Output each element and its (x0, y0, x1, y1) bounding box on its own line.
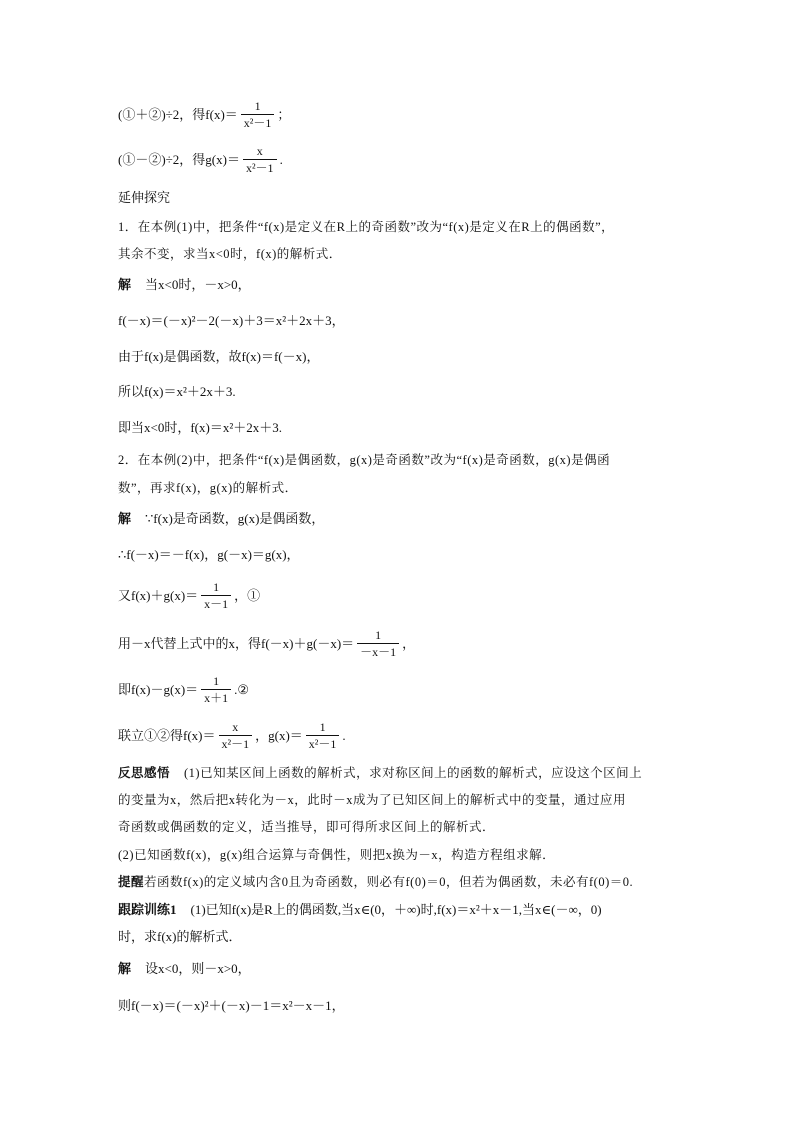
fraction-denominator: x²－1 (219, 735, 253, 752)
fraction (243, 144, 277, 176)
line-text: (①－②)÷2，得g(x)＝ (118, 152, 240, 167)
line-text: 用－x代替上式中的x，得f(－x)＋g(－x)＝ (118, 636, 355, 651)
fraction (357, 628, 399, 660)
line-10 (118, 410, 282, 446)
line-text: 时，求f(x)的解析式． (118, 929, 242, 944)
line-7 (118, 303, 345, 339)
line-1 (118, 97, 290, 133)
line-text: 1．在本例(1)中，把条件“f(x)是定义在R上的奇函数”改为“f(x)是定义在R上的偶函数”， (118, 220, 615, 234)
fraction (201, 674, 231, 706)
solution-label: 解 (118, 511, 132, 526)
line-text: 又f(x)＋g(x)＝ (118, 588, 199, 603)
line-text: 奇函数或偶函数的定义，适当推导，即可得所求区间上的解析式． (118, 820, 496, 834)
line-14 (118, 537, 300, 573)
line-text-after: .② (234, 682, 250, 697)
line-text: 其余不变，求当x<0时，f(x)的解析式． (118, 247, 342, 261)
line-15 (118, 578, 260, 614)
fraction (219, 720, 253, 752)
line-17 (118, 672, 249, 708)
fraction-denominator: －x－1 (357, 643, 399, 660)
line-text: (1)已知f(x)是R上的偶函数,当x∈(0，＋∞)时,f(x)＝x²＋x－1,当x∈(－∞，0) (190, 902, 602, 917)
fraction-denominator: x²－1 (306, 735, 340, 752)
fraction-numerator: x (256, 144, 263, 158)
line-text: 所以f(x)＝x²＋2x＋3. (118, 384, 236, 399)
line-18 (118, 718, 346, 754)
line-text: (①＋②)÷2，得f(x)＝ (118, 107, 238, 122)
fraction-numerator: x (232, 720, 239, 734)
solution-label: 解 (118, 961, 132, 976)
fraction-denominator: x－1 (201, 595, 231, 612)
solution-label: 解 (118, 277, 132, 292)
line-9 (118, 374, 236, 410)
line-text: 联立①②得f(x)＝ (118, 728, 216, 743)
line-text: (1)已知某区间上函数的解析式，求对称区间上的函数的解析式，应设这个区间上 (184, 766, 643, 780)
line-text-after: ，① (234, 588, 261, 603)
fraction-denominator: x＋1 (201, 689, 231, 706)
fraction-denominator: x²－1 (241, 114, 275, 131)
fraction (201, 580, 231, 612)
fraction-numerator: 1 (319, 720, 326, 734)
line-6 (118, 267, 251, 303)
line-text-after: ， (402, 636, 416, 651)
line-2 (118, 142, 283, 178)
line-text: ∵f(x)是奇函数，g(x)是偶函数， (145, 511, 325, 526)
line-text: f(－x)＝(－x)²－2(－x)＋3＝x²＋2x＋3， (118, 313, 345, 328)
fraction-numerator: 1 (254, 99, 261, 113)
reflection-label: 反思感悟 (118, 766, 171, 780)
reminder-label: 提醒 (118, 875, 145, 889)
line-text-after: . (342, 728, 346, 743)
line-text: 的变量为x，然后把x转化为－x，此时－x成为了已知区间上的解析式中的变量，通过应用 (118, 793, 627, 807)
line-text: 若函数f(x)的定义域内含0且为奇函数，则必有f(0)＝0，但若为偶函数，未必有f(0)＝0. (144, 875, 634, 889)
line-text-middle: ，g(x)＝ (255, 728, 303, 743)
line-text: 数”，再求f(x)，g(x)的解析式． (118, 481, 298, 495)
fraction-numerator: 1 (213, 580, 220, 594)
fraction (306, 720, 340, 752)
line-text: 由于f(x)是偶函数，故f(x)＝f(－x)， (118, 349, 320, 364)
line-16 (118, 626, 415, 662)
heading-text: 延伸探究 (118, 190, 171, 205)
fraction-numerator: 1 (213, 674, 220, 688)
line-text: (2)已知函数f(x)，g(x)组合运算与奇偶性，则把x换为－x，构造方程组求解． (118, 848, 556, 862)
line-text: ∴f(－x)＝－f(x)，g(－x)＝g(x)， (118, 547, 300, 562)
line-25 (118, 919, 242, 955)
line-text: 则f(－x)＝(－x)²＋(－x)－1＝x²－x－1， (118, 998, 345, 1013)
line-text-after: . (279, 152, 283, 167)
fraction-denominator: x²－1 (243, 159, 277, 176)
line-text: 即f(x)－g(x)＝ (118, 682, 199, 697)
line-27 (118, 988, 345, 1024)
line-text: 设x<0，则－x>0， (145, 961, 251, 976)
line-26 (118, 951, 251, 987)
line-text: 2．在本例(2)中，把条件“f(x)是偶函数，g(x)是奇函数”改为“f(x)是奇函数，g(x)是偶函 (118, 453, 611, 467)
line-text: 当x<0时，－x>0， (145, 277, 251, 292)
line-text: 即当x<0时，f(x)＝x²＋2x＋3. (118, 420, 282, 435)
practice-label: 跟踪训练1 (118, 902, 177, 917)
line-8 (118, 339, 319, 375)
line-text-after: ； (277, 107, 291, 122)
fraction (241, 99, 275, 131)
fraction-numerator: 1 (375, 628, 382, 642)
line-13 (118, 501, 324, 537)
